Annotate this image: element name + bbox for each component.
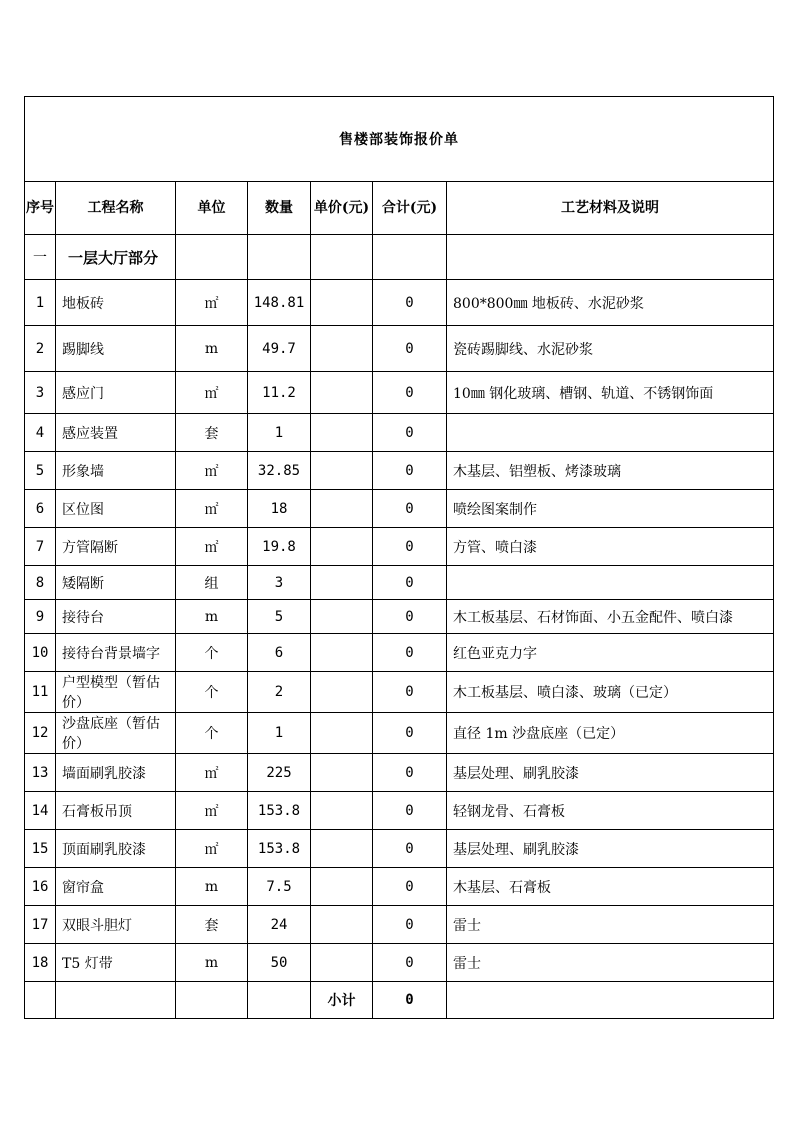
- row-unit: m: [176, 600, 248, 634]
- row-unit: ㎡: [176, 792, 248, 830]
- row-desc: 方管、喷白漆: [447, 528, 774, 566]
- row-price: [311, 672, 373, 713]
- table-row: [25, 600, 774, 634]
- row-unit: 组: [176, 566, 248, 600]
- row-desc: 瓷砖踢脚线、水泥砂浆: [447, 326, 774, 372]
- row-total: 0: [373, 280, 447, 326]
- row-seq: 14: [25, 792, 56, 830]
- row-seq: 18: [25, 944, 56, 982]
- page-title: 售楼部装饰报价单: [25, 97, 774, 182]
- row-name: 窗帘盒: [56, 868, 176, 906]
- row-qty: 50: [248, 944, 311, 982]
- empty-cell: [248, 982, 311, 1019]
- row-total: 0: [373, 868, 447, 906]
- table-row: [25, 754, 774, 792]
- row-desc: 雷士: [447, 906, 774, 944]
- row-price: [311, 792, 373, 830]
- row-name: 接待台: [56, 600, 176, 634]
- table-row: [25, 326, 774, 372]
- row-seq: 16: [25, 868, 56, 906]
- row-qty: 7.5: [248, 868, 311, 906]
- table-row: [25, 868, 774, 906]
- row-qty: 148.81: [248, 280, 311, 326]
- header-price: 单价(元): [311, 182, 373, 235]
- row-unit: ㎡: [176, 754, 248, 792]
- row-desc: 木工板基层、石材饰面、小五金配件、喷白漆: [447, 600, 774, 634]
- row-name: T5 灯带: [56, 944, 176, 982]
- row-qty: 225: [248, 754, 311, 792]
- row-name: 矮隔断: [56, 566, 176, 600]
- subtotal-row: [25, 982, 774, 1019]
- row-price: [311, 414, 373, 452]
- row-unit: m: [176, 868, 248, 906]
- row-name: 石膏板吊顶: [56, 792, 176, 830]
- row-seq: 2: [25, 326, 56, 372]
- row-unit: ㎡: [176, 528, 248, 566]
- row-seq: 9: [25, 600, 56, 634]
- section-row: [25, 235, 774, 280]
- table-row: [25, 566, 774, 600]
- row-unit: 个: [176, 672, 248, 713]
- row-desc: 800*800㎜ 地板砖、水泥砂浆: [447, 280, 774, 326]
- header-qty: 数量: [248, 182, 311, 235]
- empty-cell: [373, 235, 447, 280]
- row-desc: 10㎜ 钢化玻璃、槽钢、轨道、不锈钢饰面: [447, 372, 774, 414]
- table-row: [25, 490, 774, 528]
- section-seq: 一: [25, 235, 56, 280]
- row-price: [311, 944, 373, 982]
- row-qty: 2: [248, 672, 311, 713]
- row-unit: ㎡: [176, 452, 248, 490]
- row-price: [311, 372, 373, 414]
- row-name: 沙盘底座（暂估价）: [56, 713, 176, 754]
- row-name: 户型模型（暂估价）: [56, 672, 176, 713]
- row-price: [311, 713, 373, 754]
- row-seq: 6: [25, 490, 56, 528]
- empty-cell: [447, 235, 774, 280]
- table-row: [25, 414, 774, 452]
- row-desc: [447, 566, 774, 600]
- row-seq: 8: [25, 566, 56, 600]
- header-name: 工程名称: [56, 182, 176, 235]
- row-seq: 3: [25, 372, 56, 414]
- row-name: 区位图: [56, 490, 176, 528]
- table-row: [25, 372, 774, 414]
- row-name: 墙面刷乳胶漆: [56, 754, 176, 792]
- row-name: 方管隔断: [56, 528, 176, 566]
- row-qty: 5: [248, 600, 311, 634]
- row-price: [311, 906, 373, 944]
- row-seq: 13: [25, 754, 56, 792]
- row-total: 0: [373, 414, 447, 452]
- row-unit: 套: [176, 414, 248, 452]
- header-desc: 工艺材料及说明: [447, 182, 774, 235]
- row-desc: 木基层、铝塑板、烤漆玻璃: [447, 452, 774, 490]
- empty-cell: [311, 235, 373, 280]
- row-qty: 11.2: [248, 372, 311, 414]
- row-desc: 基层处理、刷乳胶漆: [447, 754, 774, 792]
- table-row: [25, 452, 774, 490]
- row-qty: 19.8: [248, 528, 311, 566]
- empty-cell: [25, 982, 56, 1019]
- row-unit: ㎡: [176, 830, 248, 868]
- header-unit: 单位: [176, 182, 248, 235]
- row-unit: 套: [176, 906, 248, 944]
- row-unit: ㎡: [176, 280, 248, 326]
- row-price: [311, 600, 373, 634]
- row-seq: 17: [25, 906, 56, 944]
- row-total: 0: [373, 944, 447, 982]
- row-total: 0: [373, 672, 447, 713]
- row-unit: m: [176, 326, 248, 372]
- empty-cell: [176, 982, 248, 1019]
- row-name: 接待台背景墙字: [56, 634, 176, 672]
- row-desc: 红色亚克力字: [447, 634, 774, 672]
- row-unit: m: [176, 944, 248, 982]
- header-total: 合计(元): [373, 182, 447, 235]
- row-price: [311, 754, 373, 792]
- empty-cell: [447, 982, 774, 1019]
- row-price: [311, 280, 373, 326]
- row-total: 0: [373, 906, 447, 944]
- row-desc: 轻钢龙骨、石膏板: [447, 792, 774, 830]
- row-seq: 1: [25, 280, 56, 326]
- row-name: 顶面刷乳胶漆: [56, 830, 176, 868]
- row-desc: 木基层、石膏板: [447, 868, 774, 906]
- row-qty: 153.8: [248, 830, 311, 868]
- row-price: [311, 634, 373, 672]
- row-price: [311, 528, 373, 566]
- table-row: [25, 528, 774, 566]
- row-total: 0: [373, 326, 447, 372]
- row-price: [311, 868, 373, 906]
- row-price: [311, 830, 373, 868]
- table-row: [25, 672, 774, 713]
- row-seq: 10: [25, 634, 56, 672]
- row-desc: [447, 414, 774, 452]
- row-seq: 4: [25, 414, 56, 452]
- table-row: [25, 634, 774, 672]
- row-desc: 直径 1m 沙盘底座（已定）: [447, 713, 774, 754]
- row-total: 0: [373, 452, 447, 490]
- empty-cell: [176, 235, 248, 280]
- row-name: 双眼斗胆灯: [56, 906, 176, 944]
- row-price: [311, 490, 373, 528]
- table-row: [25, 830, 774, 868]
- table-row: [25, 280, 774, 326]
- row-qty: 3: [248, 566, 311, 600]
- row-name: 地板砖: [56, 280, 176, 326]
- row-unit: 个: [176, 634, 248, 672]
- empty-cell: [56, 982, 176, 1019]
- row-desc: 基层处理、刷乳胶漆: [447, 830, 774, 868]
- row-name: 感应门: [56, 372, 176, 414]
- row-unit: 个: [176, 713, 248, 754]
- empty-cell: [248, 235, 311, 280]
- row-name: 踢脚线: [56, 326, 176, 372]
- row-total: 0: [373, 372, 447, 414]
- table-row: [25, 944, 774, 982]
- subtotal-label: 小计: [311, 982, 373, 1019]
- row-total: 0: [373, 713, 447, 754]
- row-qty: 153.8: [248, 792, 311, 830]
- row-price: [311, 452, 373, 490]
- row-unit: ㎡: [176, 372, 248, 414]
- row-qty: 1: [248, 713, 311, 754]
- header-row: [25, 182, 774, 235]
- row-desc: 木工板基层、喷白漆、玻璃（已定）: [447, 672, 774, 713]
- header-seq: 序号: [25, 182, 56, 235]
- subtotal-value: 0: [373, 982, 447, 1019]
- row-price: [311, 326, 373, 372]
- row-seq: 7: [25, 528, 56, 566]
- row-name: 形象墙: [56, 452, 176, 490]
- row-total: 0: [373, 528, 447, 566]
- row-total: 0: [373, 792, 447, 830]
- row-qty: 49.7: [248, 326, 311, 372]
- row-name: 感应装置: [56, 414, 176, 452]
- table-row: [25, 713, 774, 754]
- table-row: [25, 792, 774, 830]
- row-total: 0: [373, 754, 447, 792]
- row-qty: 32.85: [248, 452, 311, 490]
- row-desc: 喷绘图案制作: [447, 490, 774, 528]
- row-price: [311, 566, 373, 600]
- quote-table: [24, 96, 774, 1019]
- row-seq: 12: [25, 713, 56, 754]
- row-total: 0: [373, 490, 447, 528]
- row-total: 0: [373, 566, 447, 600]
- row-qty: 1: [248, 414, 311, 452]
- row-total: 0: [373, 600, 447, 634]
- section-name: 一层大厅部分: [56, 235, 176, 280]
- row-qty: 6: [248, 634, 311, 672]
- row-total: 0: [373, 830, 447, 868]
- row-qty: 24: [248, 906, 311, 944]
- row-total: 0: [373, 634, 447, 672]
- row-seq: 11: [25, 672, 56, 713]
- row-seq: 15: [25, 830, 56, 868]
- row-seq: 5: [25, 452, 56, 490]
- row-unit: ㎡: [176, 490, 248, 528]
- row-desc: 雷士: [447, 944, 774, 982]
- table-row: [25, 906, 774, 944]
- row-qty: 18: [248, 490, 311, 528]
